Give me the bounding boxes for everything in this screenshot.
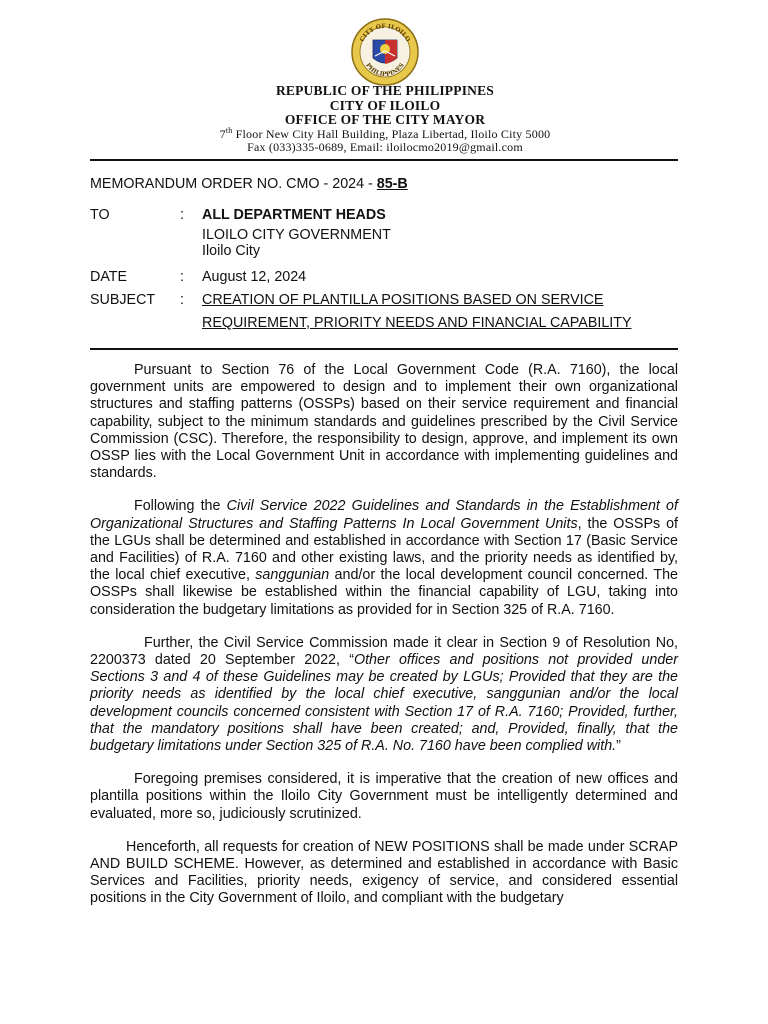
city-seal-logo <box>351 18 419 86</box>
memo-order-number <box>90 176 408 192</box>
to-colon: : <box>180 207 184 223</box>
letterhead-contact: Fax (033)335-0689, Email: iloilocmo2019@gmail.com <box>247 140 523 154</box>
paragraph-5: Henceforth, all requests for creation of NEW POSITIONS shall be made under SCRAP AND BUILD SCHEME. However, as determined and established in accordance with Basic Services and Facilities, priority needs, exigency of service, and considered essential positions in the City Government of Iloilo, and compliant with the budgetary <box>90 838 678 907</box>
header-divider <box>90 159 678 161</box>
letterhead-office: OFFICE OF THE CITY MAYOR <box>284 112 486 127</box>
p2-text-a: Following the <box>134 498 227 515</box>
paragraph-3 <box>90 635 678 755</box>
letterhead-republic: REPUBLIC OF THE PHILIPPINES <box>275 83 495 98</box>
subject-line-1: CREATION OF PLANTILLA POSITIONS BASED ON SERVICE <box>202 292 604 308</box>
to-organization: ILOILO CITY GOVERNMENT <box>202 227 391 243</box>
date-colon: : <box>180 269 184 285</box>
p2-text-c: , the OSSPs of the LGUs shall be determined and established in accordance with Section 17 (Basic Service and Facilities) of R.A. 7160 and other existing laws, and the priority needs as identified by, the local chief executive, <box>90 515 678 584</box>
memo-number: 85-B <box>376 176 408 192</box>
date-value: August 12, 2024 <box>202 269 307 285</box>
paragraph-4: Foregoing premises considered, it is imperative that the creation of new offices and plantilla positions within the Iloilo City Government must be intelligently determined and evaluated, more so, judiciously scrutinized. <box>90 771 678 822</box>
memo-prefix: MEMORANDUM ORDER NO. CMO - 2024 - <box>90 176 377 192</box>
seal-text-top: CITY OF ILOILO <box>358 22 412 44</box>
date-label: DATE <box>90 269 128 285</box>
p3-close-quote: ” <box>616 738 621 755</box>
letterhead-city: CITY OF ILOILO <box>329 98 441 113</box>
subject-divider <box>90 348 678 350</box>
to-location: Iloilo City <box>202 243 260 259</box>
address-text: Floor New City Hall Building, Plaza Libertad, Iloilo City 5000 <box>232 127 551 141</box>
subject-colon: : <box>180 292 184 308</box>
to-recipient: ALL DEPARTMENT HEADS <box>202 207 386 223</box>
to-label: TO <box>90 207 110 223</box>
paragraph-2 <box>90 498 678 618</box>
memo-body <box>90 362 678 924</box>
seal-text-bottom: PHILIPPINES <box>364 61 406 79</box>
paragraph-1: Pursuant to Section 76 of the Local Government Code (R.A. 7160), the local government units are empowered to design and to implement their own organizational structures and staffing patterns (OSSPs) based on their service requirement and financial capability, subject to the minimum standards and guidelines prescribed by the Civil Service Commission (CSC). Therefore, the responsibility to design, approve, and implement its own OSSP lies with the Local Government Unit in accordance with implementing guidelines and standards. <box>90 362 678 482</box>
address-floor-number: 7 <box>219 127 226 141</box>
p2-text-e: and/or the local development council concerned. The OSSPs shall likewise be established within the financial capability of LGU, taking into consideration the budgetary limitations as provided for in Section 325 of R.A. 7160. <box>90 567 678 618</box>
p2-guidelines-title: Civil Service 2022 Guidelines and Standards in the Establishment of Organizational Structures and Staffing Patterns In Local Government Units <box>90 498 678 532</box>
p3-text-a: Further, the Civil Service Commission made it clear in Section 9 of Resolution No, 2200373 dated 20 September 2022, “ <box>90 634 678 669</box>
subject-line-2: REQUIREMENT, PRIORITY NEEDS AND FINANCIAL CAPABILITY <box>202 315 632 331</box>
p3-quote: Other offices and positions not provided under Sections 3 and 4 of these Guidelines may be created by LGUs; Provided that they are the priority needs as identified by the local chief executive, sanggunian and/or the local development councils concerned consistent with Section 17 of R.A. 7160; Provided, further, that the mandatory positions shall have been created; and, Provided, finally, that the budgetary limitations under Section 325 of R.A. No. 7160 have been complied with. <box>90 652 678 755</box>
address-ordinal: th <box>225 126 233 135</box>
subject-label: SUBJECT <box>90 292 156 308</box>
p2-sanggunian: sanggunian <box>255 567 330 584</box>
